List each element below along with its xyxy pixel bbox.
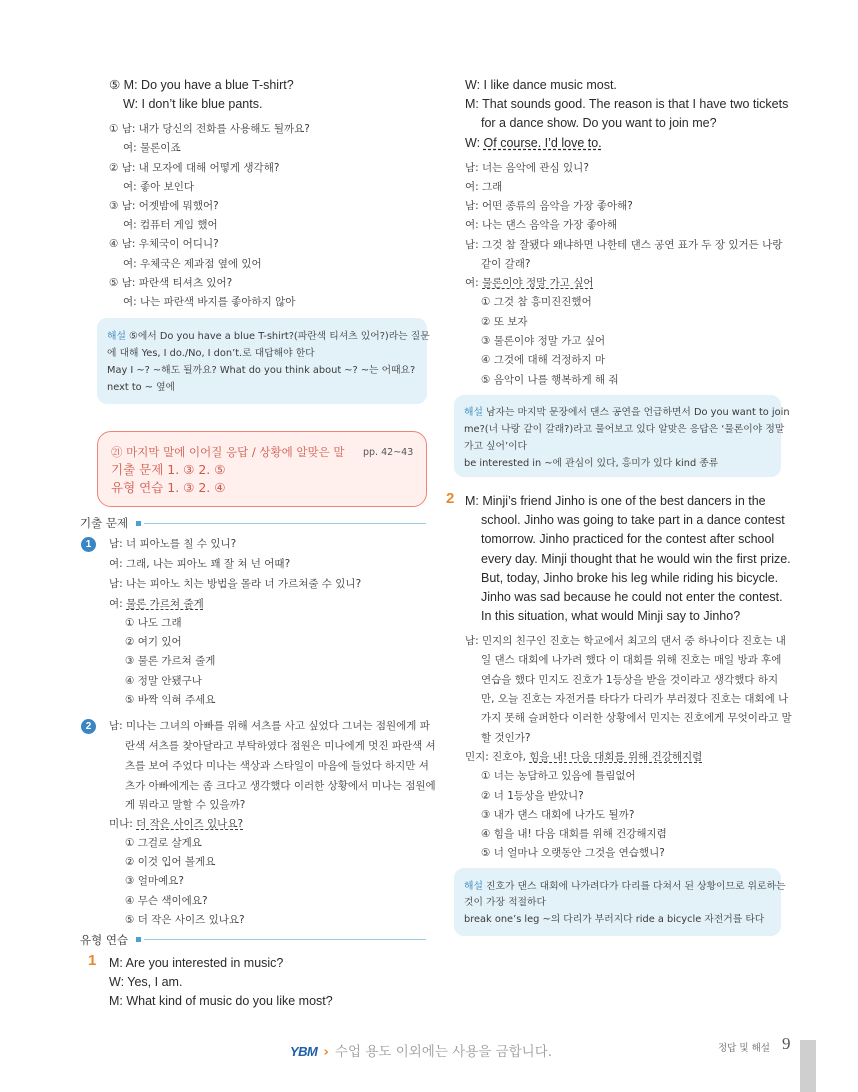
explanation-line: me?(너 나랑 같이 갈래?)라고 물어보고 있다 알맞은 응답은 ‘물론이야 정말: [464, 424, 785, 435]
explanation-line: next to ~ 옆에: [107, 382, 176, 393]
option: ③ 물론이야 정말 가고 싶어: [481, 335, 606, 347]
explanation-label: 해설: [464, 881, 483, 892]
section-heading: 기출 문제: [80, 516, 129, 530]
footer-text: 수업 용도 이외에는 사용을 금합니다.: [334, 1044, 553, 1060]
option: ① 너는 농담하고 있음에 틀림없어: [481, 770, 636, 782]
option: ⑤ 너 얼마나 오랫동안 그것을 연습했니?: [481, 847, 665, 859]
answer-key-row: 기출 문제 1. ③ 2. ⑤: [111, 462, 226, 477]
option: ② 너 1등상을 받았니?: [481, 790, 584, 802]
option: ① 그것 참 흥미진진했어: [481, 296, 592, 308]
text-line: 남: 그것 참 잘됐다 왜냐하면 나한테 댄스 공연 표가 두 장 있거든 나랑: [465, 239, 783, 251]
explanation-line: break one’s leg ~의 다리가 부러지다 ride a bicycle 자전거를 타다: [464, 914, 765, 925]
text-line: 일 댄스 대회에 나가려 했다 이 대회를 위해 진호는 매일 방과 후에: [481, 654, 782, 666]
text-line: 가지 못해 슬퍼한다 이러한 상황에서 민지는 진호에게 무엇이라고 말: [481, 712, 792, 724]
text-line: 연습을 했다 민지도 진호가 1등상을 받을 것이라고 생각했다 하지: [481, 674, 779, 686]
explanation-box: [97, 318, 430, 404]
answer-text: 물론이야 정말 가고 싶어: [482, 277, 594, 289]
question-number: 2: [81, 719, 96, 734]
explanation-line: 해설 ⑤에서 Do you have a blue T-shirt?(파란색 티셔츠 있어?)라는 질문: [107, 331, 430, 342]
option: ③ 얼마예요?: [125, 875, 184, 887]
option: ⑤ 더 작은 사이즈 있나요?: [125, 914, 245, 926]
text-line: 남: 미나는 그녀의 아빠를 위해 셔츠를 사고 싶었다 그녀는 점원에게 파: [109, 720, 430, 732]
footer-notice: [290, 1040, 552, 1060]
text-line: 할 것인가?: [481, 732, 531, 744]
answer-text: 힘을 내! 다음 대회를 위해 건강해지렴: [529, 751, 703, 763]
text-line: 여: 좋아 보인다: [123, 181, 195, 193]
text-line: M: What kind of music do you like most?: [109, 994, 333, 1008]
text-line: 여: 컴퓨터 게임 했어: [123, 219, 218, 231]
text-line: Jinho was sad because he could not enter the contest.: [481, 590, 783, 604]
text-line: 여: 나는 파란색 바지를 좋아하지 않아: [123, 296, 296, 308]
text-line: 츠가 아빠에게는 좀 크다고 생각했다 이러한 상황에서 미나는 점원에: [125, 780, 436, 792]
option: ③ 물론 가르쳐 줄게: [125, 655, 216, 667]
explanation-line: 해설 남자는 마지막 문장에서 댄스 공연을 언급하면서 Do you want to join: [464, 407, 790, 418]
option: ④ 그것에 대해 걱정하지 마: [481, 354, 606, 366]
text-line: 란색 셔츠를 찾아달라고 부탁하였다 점원은 미나에게 멋진 파란색 셔: [125, 740, 436, 752]
explanation-line: 가고 싶어’이다: [464, 441, 528, 452]
explanation-line: 해설 진호가 댄스 대회에 나가려다가 다리를 다쳐서 된 상황이므로 위로하는: [464, 881, 786, 892]
text-line: 남: 어떤 종류의 음악을 가장 좋아해?: [465, 200, 633, 212]
option: ② 또 보자: [481, 316, 528, 328]
explanation-line: 것이 가장 적절하다: [464, 897, 546, 908]
text-line: school. Jinho was going to take part in a dance contest: [481, 513, 785, 527]
text-line: 남: 너는 음악에 관심 있니?: [465, 162, 589, 174]
text-line: 남: 민지의 친구인 진호는 학교에서 최고의 댄서 중 하나이다 진호는 내: [465, 635, 786, 647]
option: ① 그걸로 살게요: [125, 837, 202, 849]
text-line: 여: 그래, 나는 피아노 꽤 잘 쳐 넌 어때?: [109, 558, 291, 570]
question-number: 1: [81, 537, 96, 552]
section-marker: [136, 521, 141, 526]
answer-text: Of course. I’d love to.: [483, 136, 602, 150]
text-line: 같이 갈래?: [481, 258, 531, 270]
explanation-label: 해설: [107, 331, 126, 342]
question-number: 1: [88, 952, 97, 969]
text-line: ① 남: 내가 당신의 전화를 사용해도 될까요?: [109, 123, 310, 135]
text-line: In this situation, what would Minji say to Jinho?: [481, 609, 741, 623]
section-rule: [144, 939, 426, 940]
answer-line: W: Of course. I’d love to.: [465, 136, 602, 150]
answer-text: 더 작은 사이즈 있나요?: [136, 818, 244, 830]
answer-line: 미나: 더 작은 사이즈 있나요?: [109, 818, 244, 830]
text-line: 여: 그래: [465, 181, 503, 193]
text-line: 츠를 보여 주었다 미나는 색상과 스타일이 마음에 들었다 하지만 셔: [125, 760, 429, 772]
text-line: 만, 오늘 진호는 자전거를 타다가 다리가 부러졌다 진호는 대회에 나: [481, 693, 789, 705]
explanation-line: be interested in ~에 관심이 있다, 흥미가 있다 kind 종류: [464, 458, 719, 469]
section-label: 정답 및 해설: [718, 1043, 770, 1054]
text-line: W: I don’t like blue pants.: [123, 97, 263, 111]
answer-key-row: 유형 연습 1. ③ 2. ④: [111, 480, 226, 495]
section-heading: 유형 연습: [80, 933, 129, 947]
text-line: M: Are you interested in music?: [109, 956, 284, 970]
answer-key-box: [97, 431, 427, 507]
option: ③ 내가 댄스 대회에 나가도 될까?: [481, 809, 635, 821]
text-line: for a dance show. Do you want to join me?: [481, 116, 717, 130]
page-number: 9: [782, 1034, 791, 1053]
question-number: 2: [446, 490, 455, 507]
explanation-line: May I ~? ~해도 될까요? What do you think about ~? ~는 어때요?: [107, 365, 416, 376]
answer-line: 민지: 진호야, 힘을 내! 다음 대회를 위해 건강해지렴: [465, 751, 703, 763]
text-line: ④ 남: 우체국이 어디니?: [109, 238, 219, 250]
option: ⑤ 음악이 나를 행복하게 해 줘: [481, 374, 619, 386]
text-line: ⑤ 남: 파란색 티셔츠 있어?: [109, 277, 233, 289]
text-line: W: I like dance music most.: [465, 78, 617, 92]
answer-key-title: ㉑ 마지막 말에 이어질 응답 / 상황에 알맞은 말: [111, 445, 345, 459]
text-line: M: That sounds good. The reason is that I have two tickets: [465, 97, 789, 111]
text-line: 남: 나는 피아노 치는 방법을 몰라 너 가르쳐줄 수 있니?: [109, 578, 362, 590]
section-rule: [144, 523, 426, 524]
text-line: W: Yes, I am.: [109, 975, 183, 989]
answer-key-pages: pp. 42~43: [363, 447, 414, 458]
text-line: 게 뭐라고 말할 수 있을까?: [125, 799, 246, 811]
text-line: ③ 남: 어젯밤에 뭐했어?: [109, 200, 219, 212]
explanation-box: [454, 868, 786, 936]
section-marker: [136, 937, 141, 942]
option: ④ 정말 안됐구나: [125, 675, 202, 687]
answer-line: 여: 물론이야 정말 가고 싶어: [465, 277, 594, 289]
text-line: ⑤ M: Do you have a blue T-shirt?: [109, 78, 294, 92]
option: ⑤ 바짝 익혀 주세요: [125, 694, 216, 706]
explanation-line: 에 대해 Yes, I do./No, I don’t.로 대답해야 한다: [107, 348, 315, 359]
text-line: 여: 나는 댄스 음악을 가장 좋아해: [465, 219, 618, 231]
option: ② 여기 있어: [125, 636, 182, 648]
publisher-logo: YBM: [290, 1044, 318, 1059]
answer-line: 여: 물론 가르쳐 줄게: [109, 598, 204, 610]
answer-text: 물론 가르쳐 줄게: [126, 598, 204, 610]
text-line: 여: 우체국은 제과점 옆에 있어: [123, 258, 262, 270]
text-line: 여: 물론이죠: [123, 142, 181, 154]
page-edge-tab: [800, 1040, 816, 1092]
option: ② 이것 입어 볼게요: [125, 856, 216, 868]
text-line: 남: 너 피아노를 칠 수 있니?: [109, 538, 237, 550]
option: ④ 힘을 내! 다음 대회를 위해 건강해지렴: [481, 828, 667, 840]
option: ① 나도 그래: [125, 617, 182, 629]
chevron-right-icon: ›: [323, 1044, 329, 1060]
option: ④ 무슨 색이에요?: [125, 895, 208, 907]
text-line: ② 남: 내 모자에 대해 어떻게 생각해?: [109, 162, 280, 174]
explanation-label: 해설: [464, 407, 483, 418]
explanation-box: [454, 395, 790, 477]
text-line: M: Minji’s friend Jinho is one of the best dancers in the: [465, 494, 766, 508]
text-line: tomorrow. Jinho practiced for the contest after school: [481, 532, 775, 546]
text-line: But, today, Jinho broke his leg while riding his bicycle.: [481, 571, 779, 585]
text-line: every day. Minji thought that he would win the first prize.: [481, 552, 791, 566]
